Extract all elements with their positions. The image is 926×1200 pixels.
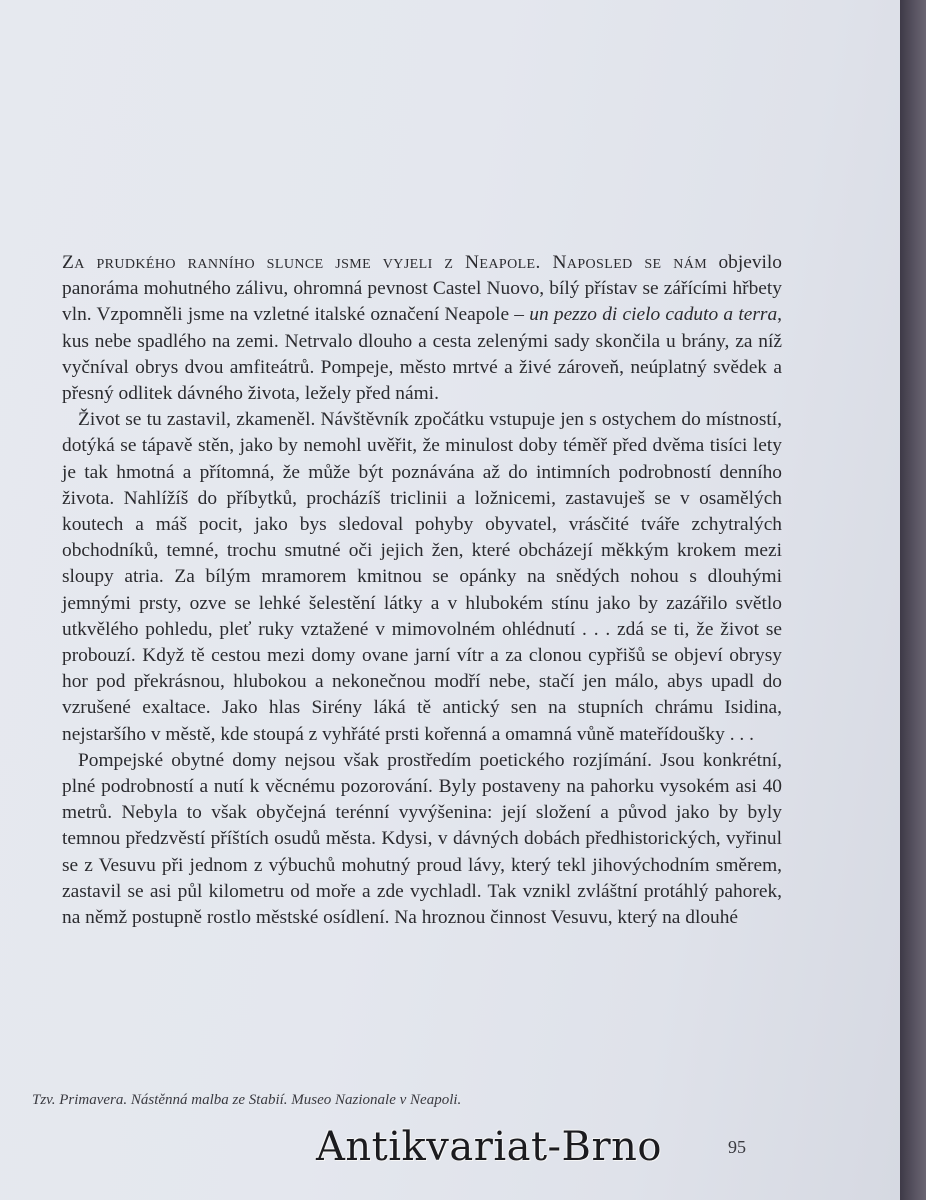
paragraph-1-italic-quote: un pezzo di cielo caduto a terra bbox=[529, 304, 778, 326]
paragraph-1-text-a: objevilo panoráma mohutného zálivu, ohromná pevnost Castel Nuovo, bílý přístav se zářícími hřbety vln. Vzpomněli jsme na vzletné italské označení Neapole – bbox=[62, 252, 782, 326]
body-text bbox=[62, 250, 782, 931]
watermark-logo: Antikvariat-Brno bbox=[316, 1124, 662, 1170]
paragraph-1 bbox=[62, 250, 782, 407]
paragraph-2: Život se tu zastavil, zkameněl. Návštěvník zpočátku vstupuje jen s ostychem do místností, dotýká se tápavě stěn, jako by nemohl uvěřit, že minulost doby téměř před dvěma tisíci lety je tak hmotná a přítomná, že může být poznávána až do intimních podrobností denního života. Nahlížíš do příbytků, procházíš triclinii a ložnicemi, zastavuješ se v osamělých koutech a máš pocit, jako bys sledoval pohyby obyvatel, vrásčité tváře zchytralých obchodníků, temné, trochu smutné oči jejich žen, které obcházejí měkkým krokem mezi sloupy atria. Za bílým mramorem kmitnou se opánky na snědých nohou s dlouhými jemnými prsty, ozve se lehké šelestění látky a v hlubokém stínu jako by zazářilo světlo utkvělého pohledu, pleť ruky vztažené v mimovolném ohlédnutí . . . zdá se ti, že život se probouzí. Když tě cestou mezi domy ovane jarní vítr a za clonou cypřišů se objeví obrysy hor pod překrásnou, hlubokou a nekonečnou modří nebe, stačí jen málo, abys upadl do vzrušené exaltace. Jako hlas Sirény láká tě antický sen na stupních chrámu Isidina, nejstaršího v městě, kde stoupá z vyhřáté prsti kořenná a omamná vůně mateřídoušky . . . bbox=[62, 409, 782, 745]
page-edge-shadow bbox=[900, 0, 926, 1200]
paragraph-1-lead: Za prudkého ranního slunce jsme vyjeli z Neapole. Naposled se nám bbox=[62, 252, 708, 273]
page-number: 95 bbox=[728, 1137, 746, 1157]
paragraph-1-text-b: , kus nebe spadlého na zemi. Netrvalo dlouho a cesta zelenými sady skončila u brány, za níž vyčníval obrys dvou amfiteátrů. Pompeje, město mrtvé a živé zároveň, neúplatný svědek a přesný odlitek dávného života, ležely před námi. bbox=[62, 304, 782, 405]
figure-caption: Tzv. Primavera. Nástěnná malba ze Stabií. Museo Nazionale v Neapoli. bbox=[32, 1092, 462, 1108]
paragraph-3: Pompejské obytné domy nejsou však prostředím poetického rozjímání. Jsou konkrétní, plné podrobností a nutí k věcnému pozorování. Byly postaveny na pahorku vysokém asi 40 metrů. Nebyla to však obyčejná terénní vyvýšenina: její složení a původ jako by byly temnou předzvěstí příštích osudů města. Kdysi, v dávných dobách předhistorických, vyřinul se z Vesuvu při jednom z výbuchů mohutný proud lávy, který tekl jihovýchodním směrem, zastavil se asi půl kilometru od moře a zde vychladl. Tak vznikl zvláštní protáhlý pahorek, na němž postupně rostlo městské osídlení. Na hroznou činnost Vesuvu, který na dlouhé bbox=[62, 749, 782, 929]
